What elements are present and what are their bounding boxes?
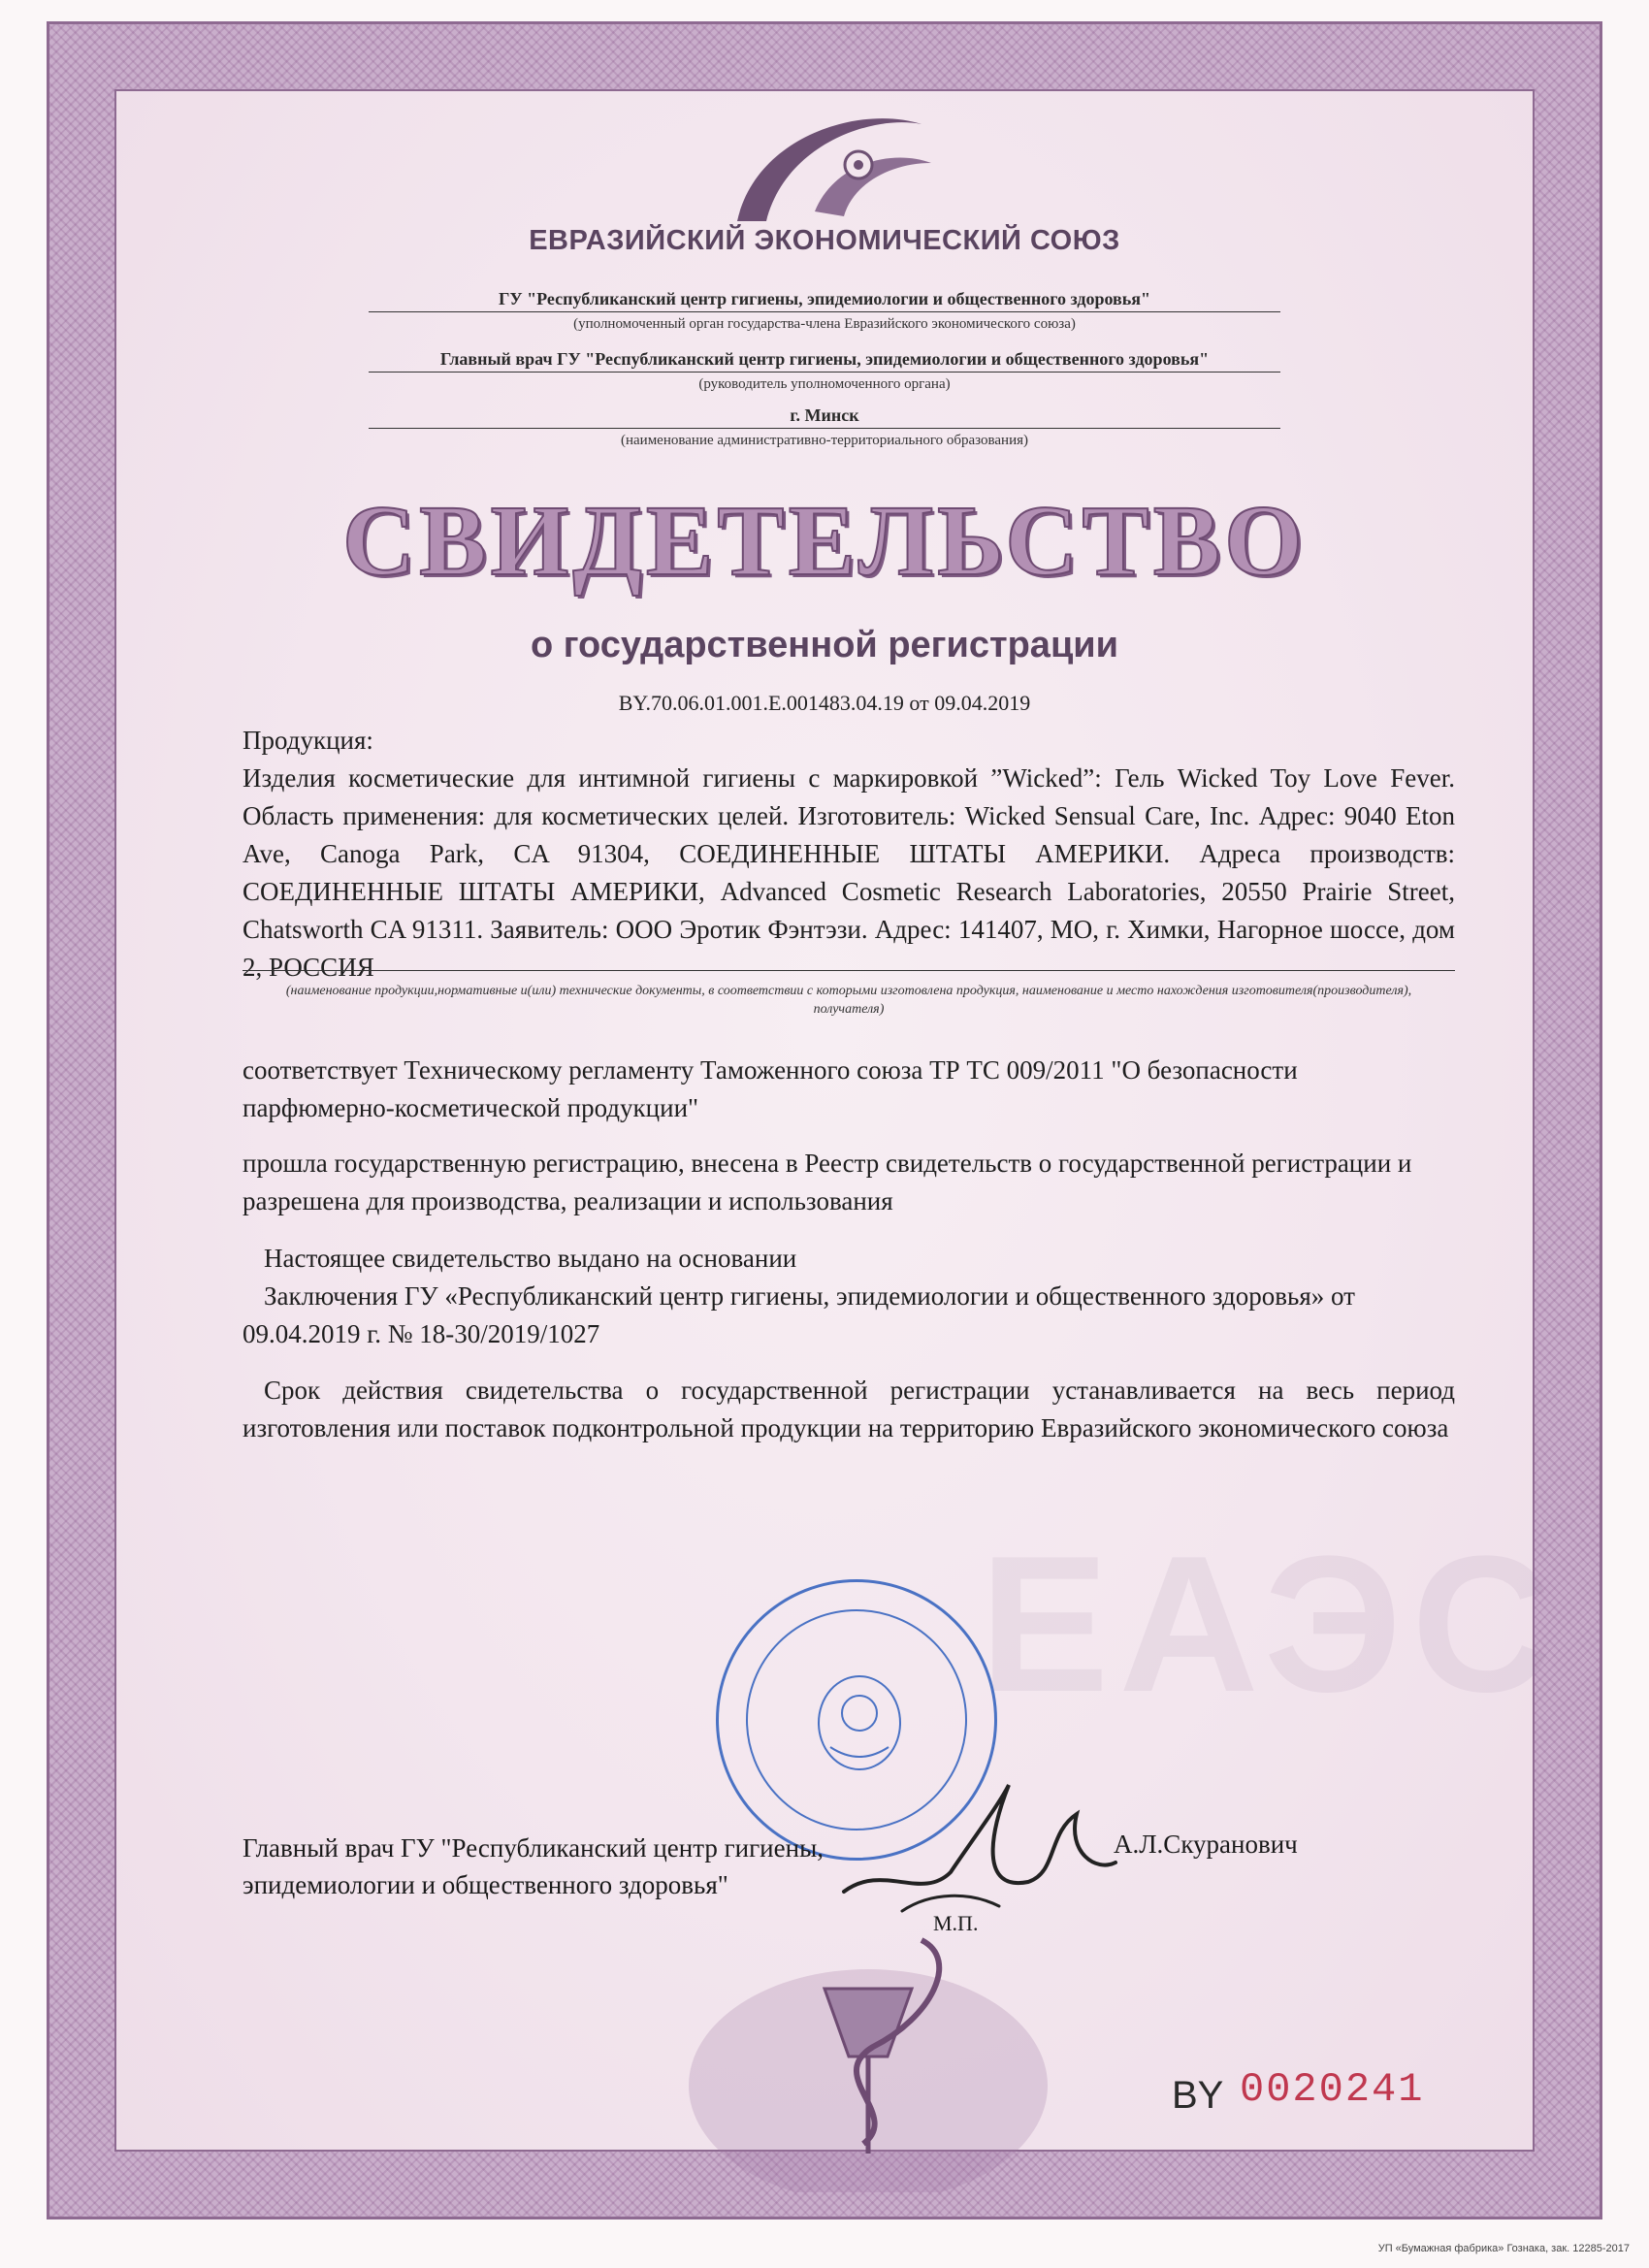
authority-caption: (уполномоченный орган государства-члена Евразийского экономического союза): [573, 316, 1076, 332]
serial-number: 0020241: [1240, 2066, 1425, 2113]
seal-place-label: М.П.: [933, 1911, 979, 1935]
certificate-subtitle: о государственной регистрации: [530, 625, 1119, 665]
authority-name: ГУ "Республиканский центр гигиены, эпидемиологии и общественного здоровья": [369, 289, 1280, 312]
product-description: Изделия косметические для интимной гигиены с маркировкой ”Wicked”: Гель Wicked Toy Love Fever. Область применения: для косметических целей. Изготовитель: Wicked Sensual Care, Inc. Адрес: 9040 Eton Ave, Canoga Park, CA 91304, СОЕДИНЕННЫЕ ШТАТЫ АМЕРИКИ. Адреса производств: СОЕДИНЕННЫЕ ШТАТЫ АМЕРИКИ, Advanced Cosmetic Research Laboratories, 20550 Prairie Street, Chatsworth CA 91311. Заявитель: ООО Эротик Фэнтэзи. Адрес: 141407, МО, г. Химки, Нагорное шоссе, дом 2, РОССИЯ: [242, 763, 1455, 982]
head-caption: (руководитель уполномоченного органа): [698, 376, 951, 392]
signatory-name: А.Л.Скуранович: [1114, 1830, 1298, 1859]
product-caption: (наименование продукции,нормативные и(или) технические документы, в соответствии с которыми изготовлена продукция, наименование и место нахождения изготовителя(производителя), получателя): [285, 984, 1412, 1017]
registration-number: BY.70.06.01.001.E.001483.04.19 от 09.04.2019: [618, 691, 1031, 715]
signatory-position: Главный врач ГУ "Республиканский центр гигиены, эпидемиологии и общественного здоровья": [242, 1833, 824, 1899]
registry-text: прошла государственную регистрацию, внесена в Реестр свидетельств о государственной регистрации и разрешена для производства, реализации и использования: [242, 1149, 1412, 1215]
eaes-watermark: ЕАЭС: [980, 1516, 1562, 1733]
head-name: Главный врач ГУ "Республиканский центр гигиены, эпидемиологии и общественного здоровья": [369, 349, 1280, 373]
city: г. Минск: [369, 405, 1280, 429]
city-caption: (наименование административно-территориального образования): [620, 433, 1029, 448]
medical-emblem-icon: [679, 1901, 1057, 2192]
validity-text: Срок действия свидетельства о государственной регистрации устанавливается на весь период изготовления или поставок подконтрольной продукции на территорию Евразийского экономического союза: [242, 1376, 1455, 1442]
basis-conclusion: Заключения ГУ «Республиканский центр гигиены, эпидемиологии и общественного здоровья» от 09.04.2019 г. № 18-30/2019/1027: [242, 1281, 1355, 1348]
eaeu-logo-icon: [698, 95, 951, 241]
product-label: Продукция:: [242, 726, 373, 755]
printer-note: УП «Бумажная фабрика» Гознака, зак. 12285-2017: [1377, 2243, 1630, 2254]
conformity-text: соответствует Техническому регламенту Таможенного союза ТР ТС 009/2011 "О безопасности парфюмерно-косметической продукции": [242, 1055, 1298, 1122]
union-name: ЕВРАЗИЙСКИЙ ЭКОНОМИЧЕСКИЙ СОЮЗ: [529, 225, 1120, 256]
basis-intro: Настоящее свидетельство выдано на основании: [264, 1244, 797, 1273]
serial-prefix: BY: [1172, 2074, 1224, 2117]
certificate-title: СВИДЕТЕЛЬСТВО: [341, 485, 1308, 597]
product-underline: [242, 970, 1455, 971]
